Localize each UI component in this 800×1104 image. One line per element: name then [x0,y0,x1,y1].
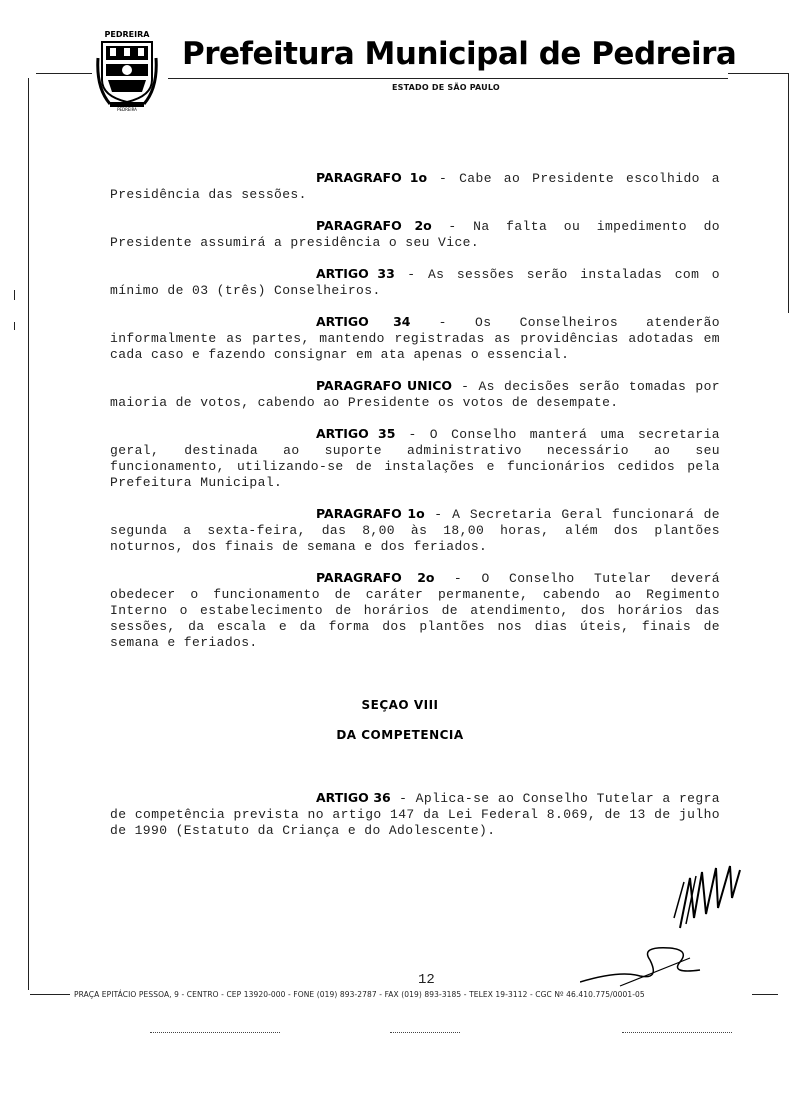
paragraph-lead: PARAGRAFO 2o [316,570,435,585]
paragraph-text: - As decisões serão tomadas por maioria de votos, cabendo ao Presidente os votos de desempate. [110,379,720,410]
right-margin-rule [788,73,789,313]
paragraph-lead: PARAGRAFO 1o [316,506,425,521]
footer-rule-left [30,994,70,995]
paragraph [110,378,720,411]
paragraph-text: - Cabe ao Presidente escolhido a Presidência das sessões. [110,171,720,202]
paragraph [110,170,720,203]
paragraph-text: - Na falta ou impedimento do Presidente assumirá a presidência o seu Vice. [110,219,720,250]
seal-bottom-label: PEDREIRA [117,107,137,112]
left-margin-rule [28,78,29,990]
paragraph-lead: PARAGRAFO 1o [316,170,428,185]
handwritten-rubric [580,940,710,990]
header-rule-left [36,73,92,74]
paragraph-lead: PARAGRAFO UNICO [316,378,453,393]
paragraph [110,218,720,251]
footer-address: PRAÇA EPITÁCIO PESSOA, 9 - CENTRO - CEP 13920-000 - FONE (019) 893-2787 - FAX (019) 893-3185 - TELEX 19-3112 - CGC Nº 46.410.775/0001-05 [74,990,645,999]
municipal-seal-logo [96,28,158,112]
paragraph [110,506,720,555]
paragraph-lead: ARTIGO 34 [316,314,411,329]
scan-artifact [150,1032,280,1035]
handwritten-signature [660,858,750,938]
state-subtitle: ESTADO DE SÃO PAULO [392,83,500,92]
paragraph [110,314,720,363]
article-36-block [110,790,720,854]
paragraph [110,570,720,651]
paragraph [110,266,720,299]
paragraph-text: - Aplica-se ao Conselho Tutelar a regra de competência prevista no artigo 147 da Lei Federal 8.069, de 13 de julho de 1990 (Estatuto da Criança e do Adolescente). [110,791,720,838]
paragraph-lead: ARTIGO 36 [316,790,391,805]
paragraph-text: - O Conselho manterá uma secretaria geral, destinada ao suporte administrativo necessário ao seu funcionamento, utilizando-se de instalações e funcionários cedidos pela Prefeitura Municipal. [110,427,720,490]
footer-rule-right [752,994,778,995]
paragraph [110,426,720,491]
punch-mark [14,322,15,330]
seal-top-label: PEDREIRA [104,30,150,39]
scan-artifact [622,1032,732,1035]
header-rule-right-end [728,73,788,74]
page-number: 12 [418,972,435,988]
paragraph-text: - As sessões serão instaladas com o mínimo de 03 (três) Conselheiros. [110,267,720,298]
paragraph-lead: ARTIGO 33 [316,266,395,281]
paragraph [110,790,720,839]
scan-artifact [390,1032,460,1035]
paragraph-text: - Os Conselheiros atenderão informalmente as partes, mantendo registradas as providências adotadas em cada caso e fazendo consignar em ata apenas o essencial. [110,315,720,362]
paragraph-text: - A Secretaria Geral funcionará de segunda a sexta-feira, das 8,00 às 18,00 horas, além dos plantões noturnos, dos finais de semana e dos feriados. [110,507,721,554]
section-subheading: DA COMPETENCIA [336,728,464,742]
paragraph-lead: PARAGRAFO 2o [316,218,432,233]
paragraph-lead: ARTIGO 35 [316,426,396,441]
paragraph-text: - O Conselho Tutelar deverá obedecer o funcionamento de caráter permanente, cabendo ao Regimento Interno o estabelecimento de horários de atendimento, dos horários das sessões, da escala e da forma dos plantões nos dias úteis, finais de semana e feriados. [110,571,720,650]
header-rule-right [168,78,728,79]
document-body [110,170,720,666]
section-heading: SEÇAO VIII [361,698,439,712]
punch-mark [14,290,15,300]
page-title: Prefeitura Municipal de Pedreira [182,36,737,72]
